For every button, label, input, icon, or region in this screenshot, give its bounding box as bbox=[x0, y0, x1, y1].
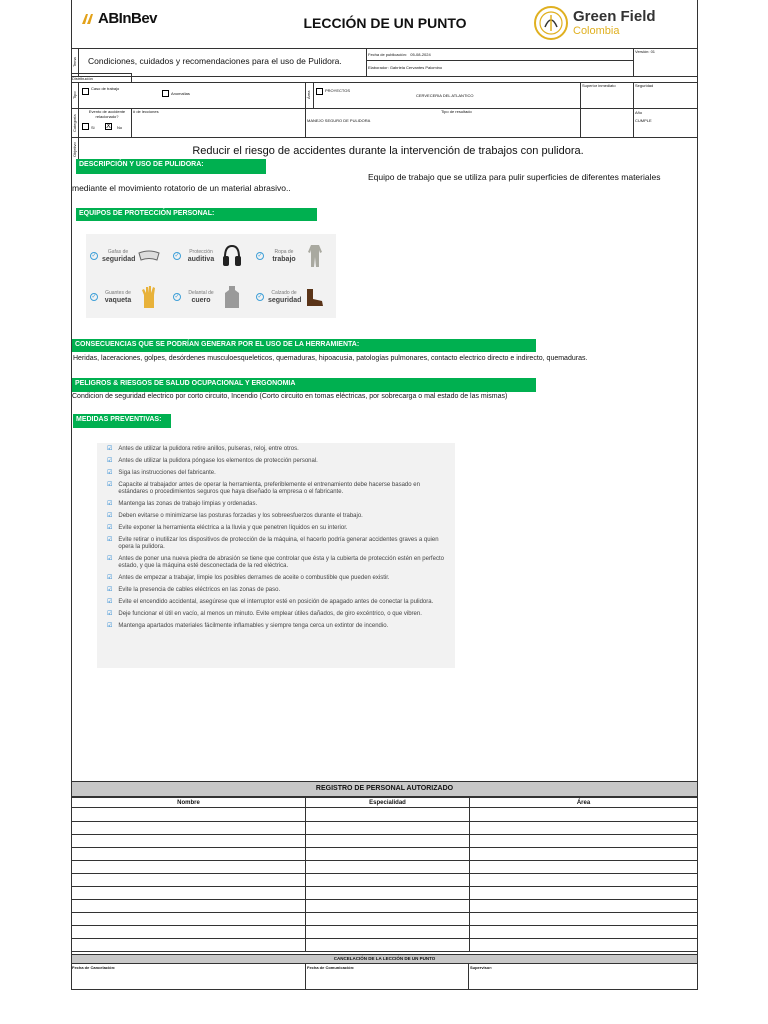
divider bbox=[633, 48, 634, 76]
proyectos-label: PROYECTOS bbox=[325, 88, 351, 93]
checkbox-icon: ☑ bbox=[107, 599, 113, 605]
gloves-icon bbox=[138, 285, 160, 309]
table-row bbox=[72, 848, 698, 861]
list-item: ☑ Evite el encendido accidental, asegúrese que el interruptor esté en posición de apagado antes de conectar la pulidora. bbox=[107, 599, 434, 605]
epp-item-guantes: ✓ Guantes de vaqueta bbox=[90, 279, 170, 315]
objective-text: Reducir el riesgo de accidentes durante la intervención de trabajos con pulidora. bbox=[192, 145, 584, 157]
table-row bbox=[72, 900, 698, 913]
earmuffs-icon bbox=[221, 244, 243, 268]
descripcion-line2: mediante el movimiento rotatorio de un material abrasivo.. bbox=[72, 183, 291, 193]
table-row bbox=[72, 808, 698, 822]
divider bbox=[131, 73, 132, 82]
divider bbox=[366, 48, 367, 76]
proyectos-checkbox[interactable] bbox=[316, 88, 323, 95]
table-row bbox=[72, 887, 698, 900]
no-label: No bbox=[117, 125, 123, 130]
checkbox-icon: ☑ bbox=[107, 537, 113, 543]
table-row bbox=[72, 913, 698, 926]
version: Versión: 01 bbox=[635, 49, 656, 54]
divider bbox=[71, 48, 698, 49]
list-item: ☑ Evite la presencia de cables eléctricos en las zonas de paso. bbox=[107, 587, 281, 593]
cancelacion-row bbox=[71, 964, 698, 990]
abinbev-wordmark: ABInBev bbox=[98, 10, 158, 27]
peligros-title: PELIGROS & RIESGOS DE SALUD OCUPACIONAL Y ERGONOMIA bbox=[72, 378, 536, 392]
checkbox-icon: ☑ bbox=[107, 513, 113, 519]
accidente-label: Evento de accidente relacionado? bbox=[88, 109, 126, 119]
divider bbox=[580, 82, 581, 137]
cancelacion-title: CANCELACIÓN DE LA LECCIÓN DE UN PUNTO bbox=[71, 954, 698, 964]
divider bbox=[305, 108, 306, 137]
divider bbox=[71, 73, 131, 74]
page-title: LECCIÓN DE UN PUNTO bbox=[303, 15, 467, 31]
divider bbox=[313, 82, 314, 108]
divider bbox=[305, 964, 306, 990]
check-icon: ✓ bbox=[91, 294, 97, 300]
categoria-label: Categoría bbox=[72, 114, 77, 132]
divider bbox=[78, 82, 79, 137]
divider bbox=[131, 108, 132, 137]
table-row bbox=[72, 835, 698, 848]
caso-trabajo-label: Caso de trabajo bbox=[91, 86, 120, 91]
si-label: Si bbox=[91, 125, 95, 130]
check-icon: ✓ bbox=[174, 253, 180, 259]
table-row bbox=[72, 822, 698, 835]
checkbox-icon: ☑ bbox=[107, 446, 113, 452]
list-item: ☑ Antes de utilizar la pulidora póngase los elementos de protección personal. bbox=[107, 458, 318, 464]
si-checkbox[interactable] bbox=[82, 123, 89, 130]
consecuencias-text: Heridas, laceraciones, golpes, desórdenes musculoesqueleticos, quemaduras, hipoacusia, patologías pulmonares, contacto electrico directo e indirecto, quemaduras. bbox=[73, 355, 588, 362]
distribucion-label: Distribución bbox=[72, 76, 93, 81]
checkbox-icon: ☑ bbox=[107, 482, 113, 488]
partner-subtitle: Colombia bbox=[573, 25, 620, 37]
epp-item-delantal: ✓ Delantal de cuero bbox=[173, 279, 253, 315]
consecuencias-title: CONSECUENCIAS QUE SE PODRÍAN GENERAR POR EL USO DE LA HERRAMIENTA: bbox=[72, 339, 536, 352]
checkbox-icon: ☑ bbox=[107, 470, 113, 476]
col-area: Área bbox=[470, 798, 698, 808]
registro-title: REGISTRO DE PERSONAL AUTORIZADO bbox=[71, 781, 698, 797]
anomalias-label: Anomalías bbox=[171, 91, 190, 96]
coverall-icon bbox=[304, 244, 326, 268]
anomalias-checkbox[interactable] bbox=[162, 90, 169, 97]
check-icon: ✓ bbox=[257, 253, 263, 259]
area-label: Área bbox=[306, 90, 311, 100]
list-item: ☑ Antes de empezar a trabajar, limpie los posibles derrames de aceite o combustible que pueden existir. bbox=[107, 575, 390, 581]
goggles-icon bbox=[138, 244, 160, 268]
checkbox-icon: ☑ bbox=[107, 623, 113, 629]
table-header-row bbox=[72, 798, 698, 808]
tema-label: Tema bbox=[72, 57, 77, 67]
table-row bbox=[72, 939, 698, 952]
ano-label: Año bbox=[635, 110, 643, 115]
cumple-value: CUMPLE bbox=[635, 118, 652, 123]
fecha-publicacion: Fecha de publicación: 05-08-2024 bbox=[368, 52, 431, 57]
divider bbox=[71, 76, 698, 77]
divider bbox=[468, 964, 469, 990]
checkbox-icon: ☑ bbox=[107, 611, 113, 617]
abinbev-logo bbox=[80, 10, 157, 27]
partner-name: Green Field bbox=[573, 8, 656, 25]
divider bbox=[366, 60, 633, 61]
list-item: ☑ Mantenga apartados materiales fácilmente inflamables y siempre tenga cerca un extintor de incendio. bbox=[107, 623, 389, 629]
checkbox-icon: ☑ bbox=[107, 501, 113, 507]
tipo-label: Tipo bbox=[72, 91, 77, 99]
supervisor-label: Supervisor: bbox=[470, 965, 493, 970]
descripcion-line1: Equipo de trabajo que se utiliza para pulir superficies de diferentes materiales bbox=[368, 172, 661, 182]
abinbev-icon bbox=[80, 12, 96, 26]
divider bbox=[71, 108, 698, 109]
green-field-emblem-icon bbox=[533, 5, 569, 41]
table-row bbox=[72, 874, 698, 887]
fecha-cancelacion-label: Fecha de Cancelación: bbox=[72, 965, 116, 970]
list-item: ☑ Antes de poner una nueva piedra de abrasión se tiene que controlar que ésta y la cubierta de protección estén en perfecto estado, y que la máquina esté desconectada de la red eléctrica. bbox=[107, 556, 444, 569]
tema-value: Condiciones, cuidados y recomendaciones para el uso de Pulidora. bbox=[88, 56, 342, 66]
list-item: ☑ Mantenga las zonas de trabajo limpias y ordenadas. bbox=[107, 501, 258, 507]
apron-icon bbox=[221, 285, 243, 309]
check-icon: ✓ bbox=[91, 253, 97, 259]
checkbox-icon: ☑ bbox=[107, 556, 113, 562]
boots-icon bbox=[304, 285, 326, 309]
check-icon: ✓ bbox=[174, 294, 180, 300]
tema-sub-value: MANEJO SEGURO DE PULIDORA bbox=[307, 118, 371, 123]
peligros-text: Condicion de seguridad electrico por corto circuito, Incendio (Corto circuito en tomas eléctricas, por sobrecarga o mal estado de las mismas) bbox=[72, 393, 508, 400]
list-item: ☑ Deben evitarse o minimizarse las posturas forzadas y los sobreesfuerzos durante el trabajo. bbox=[107, 513, 363, 519]
tipo-resultado-label: Tipo de resultado bbox=[441, 109, 472, 114]
fecha-comunicacion-label: Fecha de Comunicación: bbox=[307, 965, 355, 970]
caso-trabajo-checkbox[interactable] bbox=[82, 88, 89, 95]
col-nombre: Nombre bbox=[72, 798, 306, 808]
divider bbox=[71, 137, 698, 138]
divider bbox=[633, 82, 634, 137]
list-item: ☑ Evite retirar o inutilizar los dispositivos de protección de la máquina, el hacerlo podría generar accidentes graves a quien opera la pulidora. bbox=[107, 537, 439, 550]
seguridad-label: Seguridad bbox=[635, 83, 654, 88]
table-row bbox=[72, 861, 698, 874]
no-checkbox[interactable]: X bbox=[106, 123, 111, 130]
list-item: ☑ Deje funcionar el útil en vacío, al menos un minuto. Evite emplear útiles dañados, de giro excéntrico, o que vibren. bbox=[107, 611, 422, 617]
list-item: ☑ Siga las instrucciones del fabricante. bbox=[107, 470, 216, 476]
epp-item-gafas: ✓ Gafas de seguridad bbox=[90, 238, 170, 274]
checkbox-icon: ☑ bbox=[107, 587, 113, 593]
green-field-logo bbox=[533, 5, 656, 41]
checkbox-icon: ☑ bbox=[107, 458, 113, 464]
epp-item-auditiva: ✓ Protección auditiva bbox=[173, 238, 253, 274]
checkbox-icon: ☑ bbox=[107, 525, 113, 531]
area-value: CERVECERIA DEL ATLANTICO bbox=[416, 93, 474, 98]
superior-label: Superior inmediato bbox=[582, 83, 616, 88]
registro-table bbox=[71, 797, 698, 952]
medidas-title: MEDIDAS PREVENTIVAS: bbox=[73, 414, 171, 428]
epp-item-calzado: ✓ Calzado de seguridad bbox=[256, 279, 336, 315]
objetivo-label: Objetivo bbox=[72, 142, 77, 158]
col-especialidad: Especialidad bbox=[306, 798, 470, 808]
lecciones-label: # de lecciones bbox=[133, 109, 159, 114]
checkbox-icon: ☑ bbox=[107, 575, 113, 581]
epp-title: EQUIPOS DE PROTECCIÓN PERSONAL: bbox=[76, 208, 317, 221]
registro-body bbox=[72, 808, 698, 952]
elaborador: Elaborador: Gabriela Cervantes Palomino bbox=[368, 65, 443, 70]
medidas-panel bbox=[97, 443, 455, 668]
divider bbox=[78, 48, 79, 76]
epp-item-ropa: ✓ Ropa de trabajo bbox=[256, 238, 336, 274]
descripcion-title: DESCRIPCIÓN Y USO DE PULIDORA: bbox=[76, 159, 266, 174]
list-item: ☑ Antes de utilizar la pulidora retire anillos, pulseras, reloj, entre otros. bbox=[107, 446, 299, 452]
list-item: ☑ Capacite al trabajador antes de operar la herramienta, preferiblemente el entrenamiento debe hacerse basado en estándares o procedimientos seguros que haya diseñado la empresa o el fabricante. bbox=[107, 482, 420, 495]
table-row bbox=[72, 926, 698, 939]
check-icon: ✓ bbox=[257, 294, 263, 300]
list-item: ☑ Evite exponer la herramienta eléctrica a la lluvia y que penetren líquidos en su interior. bbox=[107, 525, 348, 531]
